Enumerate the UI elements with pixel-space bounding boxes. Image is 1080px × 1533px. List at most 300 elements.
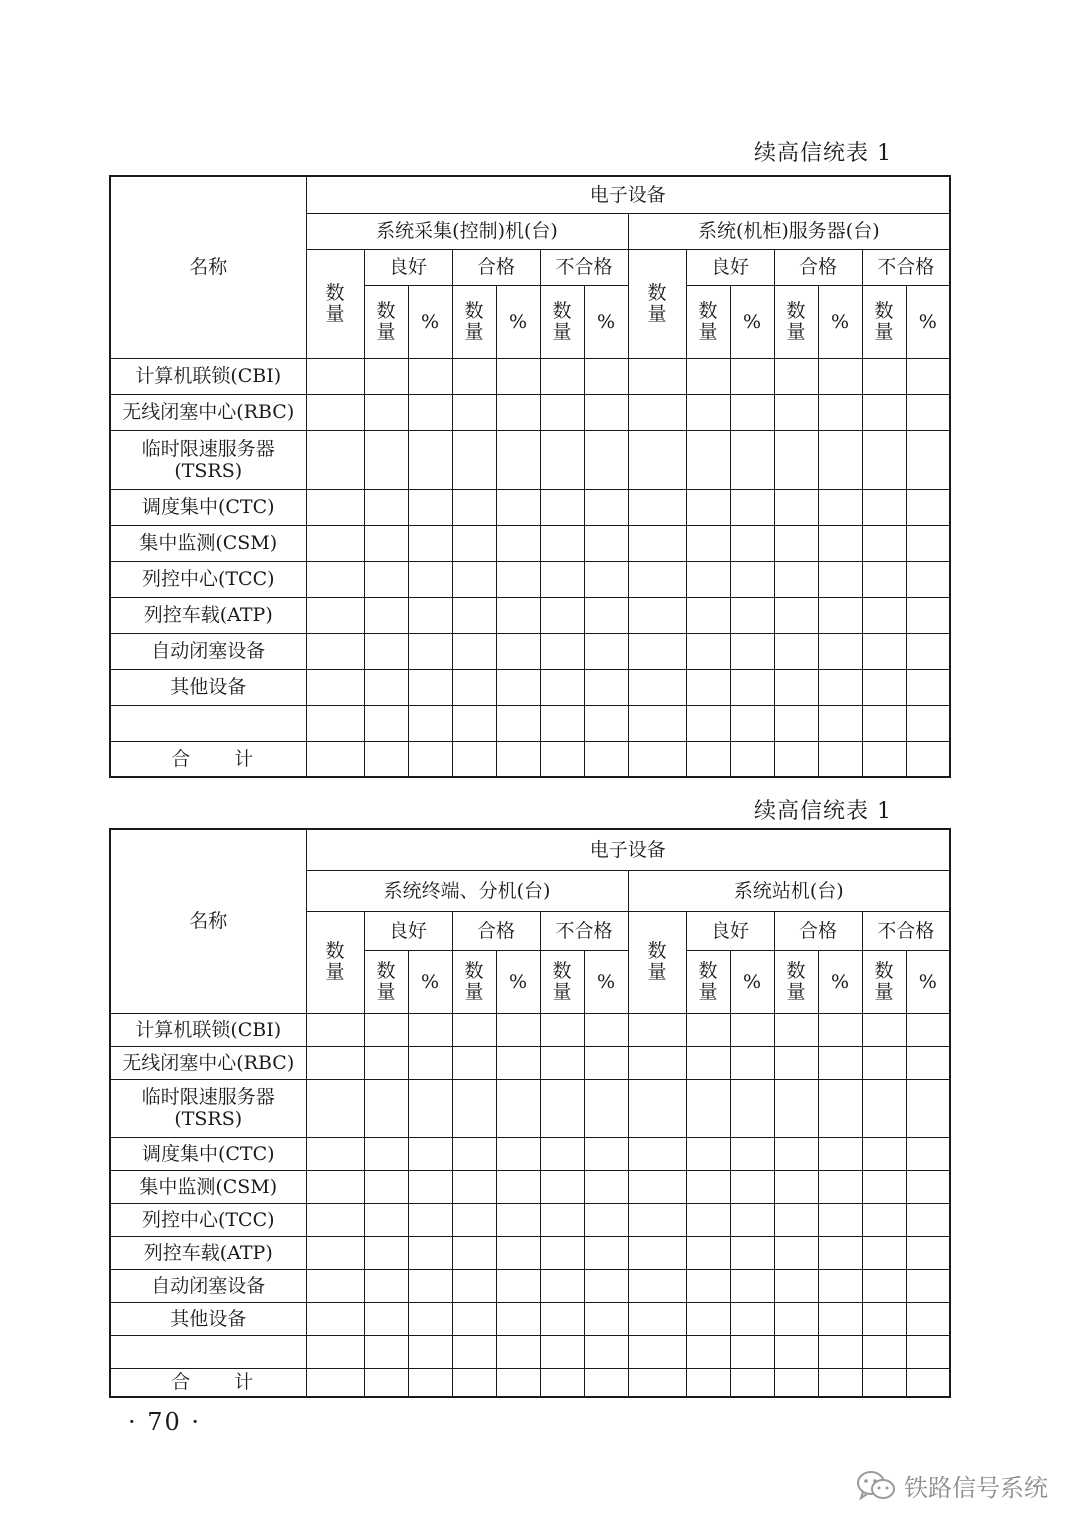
sub-quantity-header-text: 数量 [786, 299, 806, 343]
sub-quantity-header-text: 数量 [874, 959, 894, 1003]
table-cell [408, 358, 452, 394]
table-cell [452, 1368, 496, 1397]
table-cell [818, 1203, 862, 1236]
table-cell [306, 561, 364, 597]
table-cell [906, 597, 950, 633]
table-cell [774, 597, 818, 633]
table-row [110, 705, 950, 741]
table-cell [540, 1079, 584, 1137]
table-cell [364, 430, 408, 489]
table-cell [906, 1269, 950, 1302]
table-cell [628, 1170, 686, 1203]
sub-quantity-header [686, 950, 730, 1013]
table-cell [818, 561, 862, 597]
table-cell [584, 741, 628, 777]
table-cell [452, 525, 496, 561]
sub-quantity-header [686, 285, 730, 358]
table-2-caption: 续高信统表 1 [754, 799, 892, 824]
table-cell [306, 394, 364, 430]
table-cell [906, 1203, 950, 1236]
quantity-header [628, 911, 686, 1013]
table-cell [628, 1079, 686, 1137]
sub-percent-header: % [584, 285, 628, 358]
quantity-header [628, 249, 686, 358]
table-cell [584, 597, 628, 633]
table-cell [774, 1013, 818, 1046]
table-cell [906, 525, 950, 561]
status-unqualified-header: 不合格 [540, 249, 628, 285]
table-cell [906, 1137, 950, 1170]
total-label-part-1: 合 [171, 747, 191, 770]
table-cell [452, 1269, 496, 1302]
table-cell [730, 358, 774, 394]
table-cell [408, 1079, 452, 1137]
table-cell [862, 1170, 906, 1203]
table-cell [364, 1170, 408, 1203]
table-cell [540, 705, 584, 741]
table-cell [452, 633, 496, 669]
table-cell [906, 1170, 950, 1203]
table-cell [686, 1137, 730, 1170]
table-cell [862, 1302, 906, 1335]
table-cell [584, 633, 628, 669]
table-cell [906, 1236, 950, 1269]
table-cell [306, 1368, 364, 1397]
table-cell [540, 1203, 584, 1236]
row-label: 调度集中(CTC) [110, 489, 306, 525]
table-cell [730, 1046, 774, 1079]
status-good-header: 良好 [364, 249, 452, 285]
table-cell [818, 1269, 862, 1302]
table-cell [496, 1335, 540, 1368]
watermark [856, 1468, 1048, 1503]
table-cell [686, 430, 730, 489]
table-cell [584, 394, 628, 430]
sub-percent-header: % [818, 950, 862, 1013]
table-cell [364, 1269, 408, 1302]
sub-quantity-header-text: 数量 [464, 959, 484, 1003]
table-cell [818, 1079, 862, 1137]
table-cell [408, 741, 452, 777]
table-cell [584, 1236, 628, 1269]
table-cell [730, 633, 774, 669]
sub-quantity-header [862, 285, 906, 358]
status-good-header: 良好 [686, 911, 774, 950]
table-cell [730, 669, 774, 705]
sub-percent-header: % [906, 950, 950, 1013]
table-row [110, 1046, 950, 1079]
status-unqualified-header: 不合格 [862, 249, 950, 285]
stats-table-2 [109, 828, 951, 1398]
table-row [110, 430, 950, 489]
table-cell [774, 705, 818, 741]
table-cell [686, 561, 730, 597]
table-cell [774, 1269, 818, 1302]
table-cell [452, 1079, 496, 1137]
sub-quantity-header-text: 数量 [698, 959, 718, 1003]
table-cell [686, 525, 730, 561]
sub-percent-header: % [730, 950, 774, 1013]
table-cell [496, 1170, 540, 1203]
table-cell [628, 1335, 686, 1368]
table-cell [628, 394, 686, 430]
table-cell [584, 525, 628, 561]
table-cell [906, 1302, 950, 1335]
table-cell [686, 1170, 730, 1203]
table-cell [540, 741, 584, 777]
subgroup-header-2: 系统(机柜)服务器(台) [628, 213, 950, 249]
table-cell [496, 1368, 540, 1397]
table-cell [730, 1079, 774, 1137]
table-row [110, 1302, 950, 1335]
table-cell [818, 1335, 862, 1368]
table-cell [774, 1046, 818, 1079]
table-cell [540, 489, 584, 525]
table-row [110, 561, 950, 597]
table-cell [862, 489, 906, 525]
table-cell [818, 1170, 862, 1203]
table-cell [306, 597, 364, 633]
table-cell [306, 358, 364, 394]
total-row [110, 741, 950, 777]
table-cell [686, 1368, 730, 1397]
table-cell [774, 525, 818, 561]
table-cell [364, 1302, 408, 1335]
table-cell [862, 1203, 906, 1236]
table-cell [584, 1013, 628, 1046]
table-cell [540, 1137, 584, 1170]
group-header-electronic-equipment: 电子设备 [306, 829, 950, 870]
table-cell [408, 1013, 452, 1046]
table-cell [364, 1203, 408, 1236]
sub-quantity-header-text: 数量 [786, 959, 806, 1003]
row-label: 调度集中(CTC) [110, 1137, 306, 1170]
table-cell [452, 358, 496, 394]
table-cell [628, 741, 686, 777]
table-cell [496, 1079, 540, 1137]
table-cell [774, 1137, 818, 1170]
table-cell [452, 1137, 496, 1170]
table-cell [774, 741, 818, 777]
table-cell [818, 1236, 862, 1269]
row-label: 列控车载(ATP) [110, 1236, 306, 1269]
table-cell [628, 561, 686, 597]
row-label [110, 705, 306, 741]
table-cell [628, 525, 686, 561]
table-cell [686, 669, 730, 705]
table-cell [818, 669, 862, 705]
table-cell [364, 561, 408, 597]
status-qualified-header: 合格 [452, 911, 540, 950]
table-cell [364, 1137, 408, 1170]
table-cell [628, 597, 686, 633]
sub-quantity-header [452, 285, 496, 358]
table-cell [730, 1368, 774, 1397]
row-label: 自动闭塞设备 [110, 1269, 306, 1302]
table-cell [452, 1302, 496, 1335]
table-cell [774, 1302, 818, 1335]
table-cell [818, 705, 862, 741]
table-cell [306, 1046, 364, 1079]
row-label: 计算机联锁(CBI) [110, 1013, 306, 1046]
table-cell [862, 358, 906, 394]
sub-quantity-header [364, 950, 408, 1013]
table-cell [408, 1302, 452, 1335]
table-cell [584, 1137, 628, 1170]
table-cell [818, 1368, 862, 1397]
table-cell [818, 430, 862, 489]
table-cell [364, 1013, 408, 1046]
table-cell [906, 705, 950, 741]
sub-quantity-header-text: 数量 [464, 299, 484, 343]
row-label: 无线闭塞中心(RBC) [110, 1046, 306, 1079]
sub-percent-header: % [906, 285, 950, 358]
table-cell [862, 669, 906, 705]
table-cell [540, 430, 584, 489]
table-cell [628, 705, 686, 741]
table-cell [818, 597, 862, 633]
sub-percent-header: % [584, 950, 628, 1013]
table-cell [628, 358, 686, 394]
table-cell [628, 633, 686, 669]
sub-quantity-header-text: 数量 [376, 299, 396, 343]
table-row [110, 394, 950, 430]
table-cell [862, 1269, 906, 1302]
table-cell [628, 430, 686, 489]
table-cell [540, 358, 584, 394]
table-cell [862, 1335, 906, 1368]
row-label: 集中监测(CSM) [110, 525, 306, 561]
table-cell [686, 1079, 730, 1137]
table-cell [306, 705, 364, 741]
table-cell [408, 1170, 452, 1203]
quantity-header [306, 249, 364, 358]
table-cell [496, 1236, 540, 1269]
table-cell [628, 1236, 686, 1269]
table-cell [364, 1046, 408, 1079]
table-cell [364, 489, 408, 525]
table-cell [686, 489, 730, 525]
table-cell [818, 489, 862, 525]
table-cell [686, 633, 730, 669]
table-cell [306, 489, 364, 525]
table-cell [496, 1137, 540, 1170]
table-cell [906, 669, 950, 705]
table-cell [774, 633, 818, 669]
table-cell [408, 1368, 452, 1397]
total-label [110, 1368, 306, 1397]
row-label: 集中监测(CSM) [110, 1170, 306, 1203]
table-cell [540, 669, 584, 705]
table-cell [408, 597, 452, 633]
sub-quantity-header-text: 数量 [552, 959, 572, 1003]
table-cell [686, 741, 730, 777]
table-cell [730, 525, 774, 561]
row-label: 自动闭塞设备 [110, 633, 306, 669]
table-cell [628, 1368, 686, 1397]
table-cell [862, 525, 906, 561]
table-cell [496, 561, 540, 597]
table-cell [452, 394, 496, 430]
wechat-icon [856, 1469, 896, 1503]
row-label: 临时限速服务器(TSRS) [110, 430, 306, 489]
status-qualified-header: 合格 [452, 249, 540, 285]
table-cell [862, 561, 906, 597]
row-label: 列控车载(ATP) [110, 597, 306, 633]
sub-quantity-header-text: 数量 [698, 299, 718, 343]
total-label [110, 741, 306, 777]
table-cell [452, 1203, 496, 1236]
table-cell [628, 1302, 686, 1335]
sub-quantity-header [862, 950, 906, 1013]
row-label: 列控中心(TCC) [110, 1203, 306, 1236]
table-row [110, 1079, 950, 1137]
row-label: 临时限速服务器(TSRS) [110, 1079, 306, 1137]
table-cell [540, 1046, 584, 1079]
table-cell [774, 669, 818, 705]
sub-percent-header: % [496, 285, 540, 358]
table-row [110, 1170, 950, 1203]
table-cell [584, 1079, 628, 1137]
table-cell [306, 669, 364, 705]
status-unqualified-header: 不合格 [862, 911, 950, 950]
table-cell [818, 525, 862, 561]
table-cell [686, 1013, 730, 1046]
table-cell [408, 705, 452, 741]
table-cell [730, 1203, 774, 1236]
row-label [110, 1335, 306, 1368]
table-1-caption: 续高信统表 1 [754, 141, 892, 166]
table-cell [496, 597, 540, 633]
table-cell [862, 1079, 906, 1137]
table-cell [584, 489, 628, 525]
table-cell [730, 1236, 774, 1269]
table-cell [862, 597, 906, 633]
table-cell [364, 358, 408, 394]
total-label-part-1: 合 [171, 1371, 191, 1394]
table-cell [496, 1203, 540, 1236]
table-row [110, 1137, 950, 1170]
name-header: 名称 [110, 829, 306, 1013]
row-label: 无线闭塞中心(RBC) [110, 394, 306, 430]
table-cell [686, 1269, 730, 1302]
table-cell [584, 669, 628, 705]
table-cell [584, 1269, 628, 1302]
table-cell [774, 489, 818, 525]
table-cell [774, 1203, 818, 1236]
table-row [110, 1269, 950, 1302]
table-cell [306, 1269, 364, 1302]
table-cell [540, 1335, 584, 1368]
sub-quantity-header [540, 950, 584, 1013]
table-cell [364, 669, 408, 705]
row-label: 其他设备 [110, 1302, 306, 1335]
table-cell [730, 1137, 774, 1170]
table-cell [628, 489, 686, 525]
table-cell [364, 1079, 408, 1137]
table-cell [306, 430, 364, 489]
sub-percent-header: % [496, 950, 540, 1013]
table-cell [906, 430, 950, 489]
table-cell [686, 1046, 730, 1079]
table-cell [408, 1203, 452, 1236]
table-cell [730, 597, 774, 633]
table-cell [628, 669, 686, 705]
table-cell [408, 1046, 452, 1079]
table-cell [862, 1236, 906, 1269]
table-cell [496, 633, 540, 669]
subgroup-header-1: 系统终端、分机(台) [306, 870, 628, 911]
sub-percent-header: % [730, 285, 774, 358]
table-cell [862, 394, 906, 430]
table-cell [364, 705, 408, 741]
sub-quantity-header [452, 950, 496, 1013]
total-label-part-2: 计 [234, 747, 254, 770]
sub-percent-header: % [818, 285, 862, 358]
page-number: · 70 · [128, 1408, 202, 1436]
table-cell [906, 561, 950, 597]
quantity-header-text: 数量 [647, 281, 667, 325]
table-row [110, 669, 950, 705]
table-cell [730, 1335, 774, 1368]
table-cell [408, 430, 452, 489]
table-cell [862, 705, 906, 741]
table-cell [408, 633, 452, 669]
table-cell [774, 1079, 818, 1137]
table-cell [774, 1236, 818, 1269]
table-cell [584, 705, 628, 741]
table-cell [584, 1203, 628, 1236]
table-cell [818, 1137, 862, 1170]
table-cell [862, 1137, 906, 1170]
table-cell [364, 394, 408, 430]
sub-quantity-header [774, 950, 818, 1013]
table-cell [540, 597, 584, 633]
table-cell [306, 1203, 364, 1236]
row-label: 计算机联锁(CBI) [110, 358, 306, 394]
table-cell [452, 1335, 496, 1368]
table-cell [496, 1013, 540, 1046]
name-header: 名称 [110, 176, 306, 358]
status-qualified-header: 合格 [774, 249, 862, 285]
table-cell [408, 1269, 452, 1302]
table-cell [686, 597, 730, 633]
table-row [110, 489, 950, 525]
table-cell [628, 1046, 686, 1079]
table-cell [540, 1236, 584, 1269]
table-row [110, 1013, 950, 1046]
table-cell [862, 741, 906, 777]
table-cell [628, 1013, 686, 1046]
table-cell [408, 489, 452, 525]
table-cell [306, 1079, 364, 1137]
table-cell [686, 705, 730, 741]
table-cell [540, 1170, 584, 1203]
status-qualified-header: 合格 [774, 911, 862, 950]
table-cell [774, 430, 818, 489]
table-cell [730, 489, 774, 525]
table-cell [730, 1013, 774, 1046]
table-cell [862, 430, 906, 489]
table-cell [730, 705, 774, 741]
table-cell [452, 669, 496, 705]
table-cell [496, 705, 540, 741]
status-unqualified-header: 不合格 [540, 911, 628, 950]
quantity-header-text: 数量 [325, 940, 345, 983]
table-cell [452, 597, 496, 633]
table-cell [906, 1046, 950, 1079]
status-good-header: 良好 [364, 911, 452, 950]
